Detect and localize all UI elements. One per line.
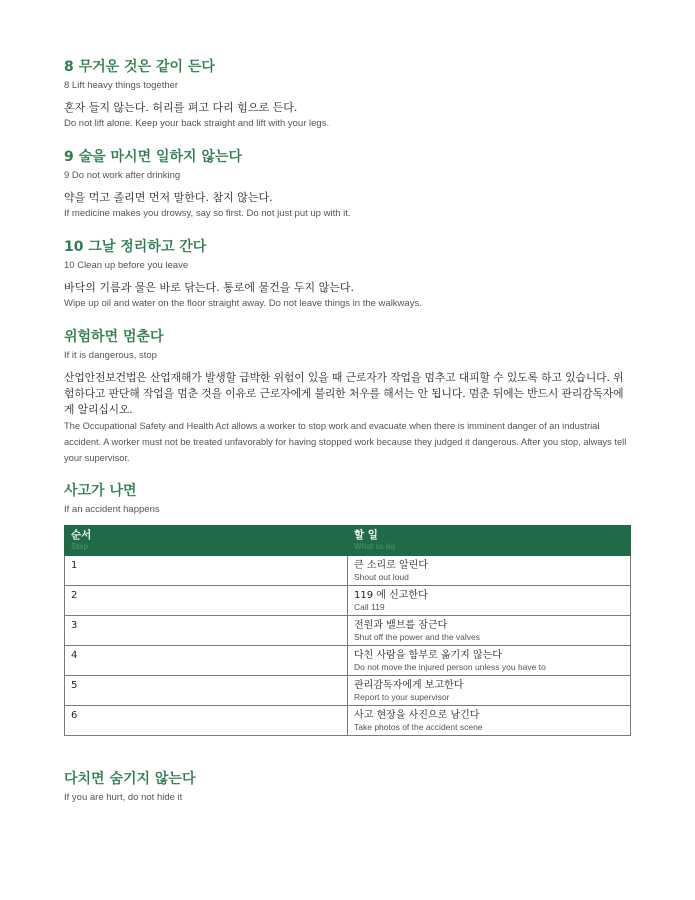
section-subtitle: If it is dangerous, stop (64, 350, 157, 361)
header-action: 할 일 What to do (348, 526, 631, 556)
section-title: 위험하면 멈춘다 (64, 329, 164, 345)
section-accident (64, 482, 631, 736)
step-number: 3 (65, 616, 348, 646)
section-subtitle: 8 Lift heavy things together (64, 80, 179, 91)
section-body-ko: 약을 먹고 졸리면 먼저 말한다. 참지 않는다. (64, 191, 273, 204)
section-title: 8 무거운 것은 같이 든다 (64, 59, 215, 75)
section-title: 사고가 나면 (64, 483, 137, 499)
step-action: 다친 사람을 함부로 옮기지 않는다 Do not move the injured person unless you have to (348, 646, 631, 676)
table-header-row (65, 526, 631, 556)
section-body-en: The Occupational Safety and Health Act allows a worker to stop work and evacuate when there is imminent danger of an industrial accident. A worker must not be treated unfavorably for having stopped work because they judged it dangerous. After you stop, always tell your supervisor. (64, 421, 627, 463)
step-action: 사고 현장을 사진으로 남긴다 Take photos of the accident scene (348, 706, 631, 736)
table-row (65, 586, 631, 616)
section-body-ko: 바닥의 기름과 물은 바로 닦는다. 통로에 물건을 두지 않는다. (64, 281, 354, 294)
table-row (65, 646, 631, 676)
step-action: 119 에 신고한다 Call 119 (348, 586, 631, 616)
section-stop-if-dangerous (64, 328, 631, 466)
section-body-en: If medicine makes you drowsy, say so first. Do not just put up with it. (64, 208, 351, 219)
section-hurt (64, 770, 631, 804)
section-no-drinking (64, 148, 631, 222)
section-body-en: Wipe up oil and water on the floor straight away. Do not leave things in the walkways. (64, 298, 422, 309)
accident-steps-table (64, 525, 631, 736)
step-number: 2 (65, 586, 348, 616)
step-number: 6 (65, 706, 348, 736)
step-number: 5 (65, 676, 348, 706)
section-subtitle: If you are hurt, do not hide it (64, 792, 183, 803)
section-title: 다치면 숨기지 않는다 (64, 771, 196, 787)
table-row (65, 706, 631, 736)
header-step: 순서 Step (65, 526, 348, 556)
step-number: 4 (65, 646, 348, 676)
step-action: 관리감독자에게 보고한다 Report to your supervisor (348, 676, 631, 706)
section-subtitle: If an accident happens (64, 504, 160, 515)
section-lift-heavy (64, 58, 631, 132)
table-row (65, 616, 631, 646)
step-action: 전원과 밸브를 잠근다 Shut off the power and the valves (348, 616, 631, 646)
section-body-ko: 산업안전보건법은 산업재해가 발생할 급박한 위험이 있을 때 근로자가 작업을 멈추고 대피할 수 있도록 하고 있습니다. 위험하다고 판단해 작업을 멈춘 것을 이유로 근로자에게 불리한 처우를 해서는 안 됩니다. 멈춘 뒤에는 반드시 관리감독자에게 알리십시오. (64, 371, 624, 416)
section-subtitle: 10 Clean up before you leave (64, 260, 189, 271)
section-body-en: Do not lift alone. Keep your back straight and lift with your legs. (64, 118, 330, 129)
section-subtitle: 9 Do not work after drinking (64, 170, 181, 181)
table-row (65, 556, 631, 586)
table-row (65, 676, 631, 706)
section-title: 10 그날 정리하고 간다 (64, 239, 207, 255)
step-action: 큰 소리로 알린다 Shout out loud (348, 556, 631, 586)
step-number: 1 (65, 556, 348, 586)
section-clean-up (64, 238, 631, 312)
section-title: 9 술을 마시면 일하지 않는다 (64, 149, 243, 165)
section-body-ko: 혼자 들지 않는다. 허리를 펴고 다리 힘으로 든다. (64, 101, 298, 114)
